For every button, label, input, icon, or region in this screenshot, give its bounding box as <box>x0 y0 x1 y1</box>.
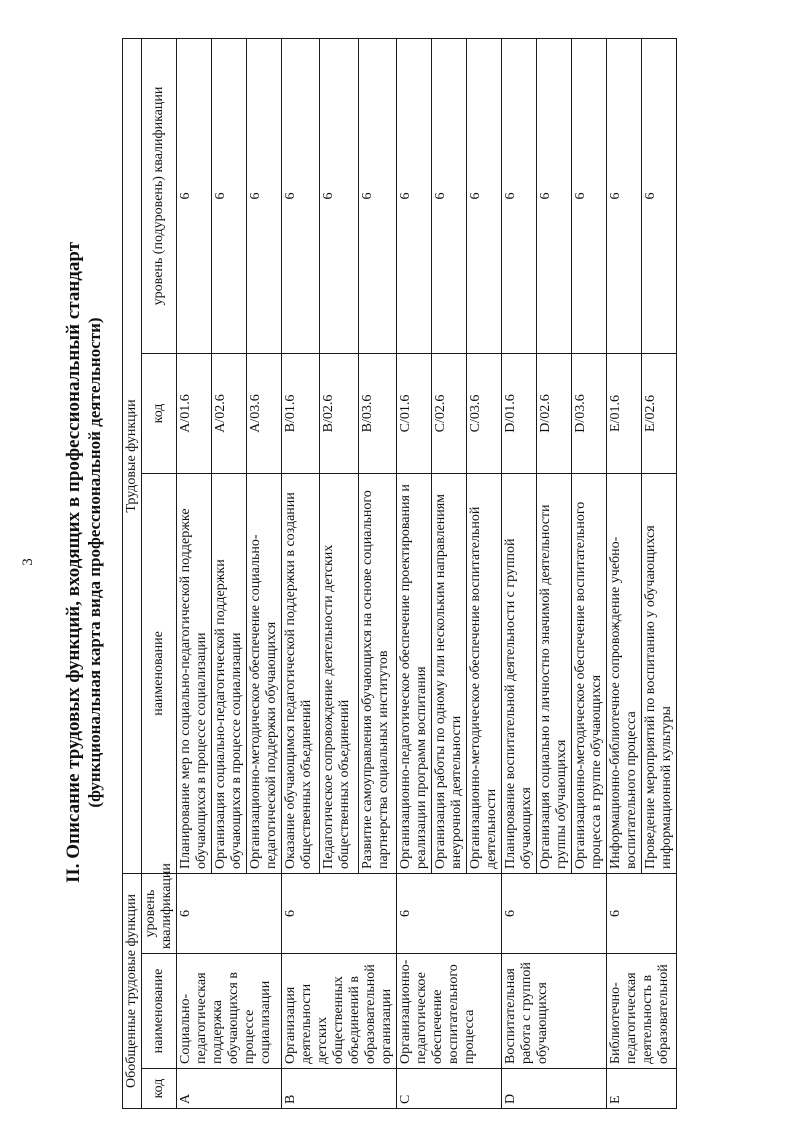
title-line-2: (функциональная карта вида профессиональной деятельности) <box>85 317 104 808</box>
group-level: 6 <box>177 873 282 953</box>
function-name: Организационно-методическое обеспечение социально-педагогической поддержки обучающихся <box>247 473 282 873</box>
function-level: 6 <box>282 38 320 353</box>
function-code: B/02.6 <box>320 353 358 473</box>
group-level: 6 <box>607 873 677 953</box>
function-code: A/01.6 <box>177 353 212 473</box>
function-code: A/02.6 <box>212 353 247 473</box>
function-name: Организационно-педагогическое обеспечение проектирования и реализации программ воспитания <box>397 473 432 873</box>
function-code: D/03.6 <box>572 353 607 473</box>
function-level: 6 <box>212 38 247 353</box>
header-tf-code: код <box>142 353 177 473</box>
function-level: 6 <box>177 38 212 353</box>
header-tf-level: уровень (подуровень) квалификации <box>142 38 177 353</box>
header-name: наименование <box>142 954 177 1069</box>
group-name: Воспитательная работа с группой обучающихся <box>502 954 607 1069</box>
group-name: Библиотечно-педагогическая деятельность в образовательной <box>607 954 677 1069</box>
group-level: 6 <box>502 873 607 953</box>
table-row <box>502 38 537 1108</box>
group-code: B <box>282 1069 397 1109</box>
functional-map-table <box>122 38 677 1109</box>
function-name: Организация работы по одному или нескольким направлениям внеурочной деятельности <box>432 473 467 873</box>
function-name: Информационно-библиотечное сопровождение учебно-воспитательного процесса <box>607 473 642 873</box>
table-body <box>177 38 677 1108</box>
function-name: Организационно-методическое обеспечение воспитательного процесса в группе обучающихся <box>572 473 607 873</box>
group-level: 6 <box>397 873 502 953</box>
group-code: D <box>502 1069 607 1109</box>
function-code: E/02.6 <box>642 353 677 473</box>
function-name: Организация социально и личностно значимой деятельности группы обучающихся <box>537 473 572 873</box>
function-code: B/03.6 <box>358 353 396 473</box>
function-name: Планирование воспитательной деятельности с группой обучающихся <box>502 473 537 873</box>
function-level: 6 <box>358 38 396 353</box>
function-name: Организационно-методическое обеспечение воспитательной деятельности <box>467 473 502 873</box>
function-code: D/01.6 <box>502 353 537 473</box>
title-line-1: II. Описание трудовых функций, входящих в профессиональный стандарт <box>63 241 84 884</box>
function-name: Организация социально-педагогической поддержки обучающихся в процессе социализации <box>212 473 247 873</box>
function-code: C/03.6 <box>467 353 502 473</box>
header-generalized: Обобщенные трудовые функции <box>123 873 142 1108</box>
function-code: B/01.6 <box>282 353 320 473</box>
function-level: 6 <box>432 38 467 353</box>
function-name: Педагогическое сопровождение деятельности детских общественных объединений <box>320 473 358 873</box>
group-level: 6 <box>282 873 397 953</box>
group-name: Организация деятельности детских общественных объединений в образовательной организации <box>282 954 397 1069</box>
header-tf-name: наименование <box>142 473 177 873</box>
table-row <box>397 38 432 1108</box>
group-code: A <box>177 1069 282 1109</box>
function-level: 6 <box>502 38 537 353</box>
functional-map-table-container <box>122 39 794 1109</box>
function-name: Оказание обучающимся педагогической поддержки в создании общественных объединений <box>282 473 320 873</box>
function-code: C/01.6 <box>397 353 432 473</box>
function-code: D/02.6 <box>537 353 572 473</box>
table-row <box>282 38 320 1108</box>
function-name: Планирование мер по социально-педагогической поддержке обучающихся в процессе социализации <box>177 473 212 873</box>
function-level: 6 <box>467 38 502 353</box>
function-code: E/01.6 <box>607 353 642 473</box>
function-name: Развитие самоуправления обучающихся на основе социального партнерства социальных институтов <box>358 473 396 873</box>
group-name: Организационно-педагогическое обеспечение воспитательного процесса <box>397 954 502 1069</box>
header-labor-functions: Трудовые функции <box>123 38 142 873</box>
header-code: код <box>142 1069 177 1109</box>
function-name: Проведение мероприятий по воспитанию у обучающихся информационной культуры <box>642 473 677 873</box>
function-level: 6 <box>537 38 572 353</box>
table-row <box>607 38 642 1108</box>
group-code: C <box>397 1069 502 1109</box>
function-code: A/03.6 <box>247 353 282 473</box>
function-level: 6 <box>572 38 607 353</box>
function-level: 6 <box>607 38 642 353</box>
header-level: уровень квалификации <box>142 873 177 953</box>
function-level: 6 <box>247 38 282 353</box>
function-level: 6 <box>320 38 358 353</box>
page-number: 3 <box>20 558 36 566</box>
function-code: C/02.6 <box>432 353 467 473</box>
function-level: 6 <box>397 38 432 353</box>
group-code: E <box>607 1069 677 1109</box>
table-row <box>177 38 212 1108</box>
group-name: Социально-педагогическая поддержка обучающихся в процессе социализации <box>177 954 282 1069</box>
function-level: 6 <box>642 38 677 353</box>
